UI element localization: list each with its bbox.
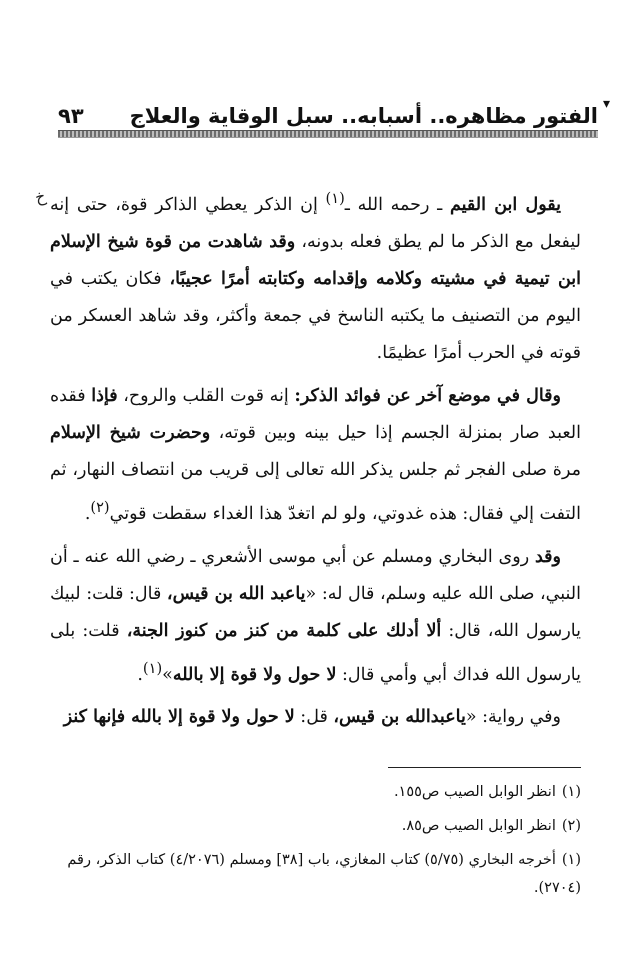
main-text bbox=[50, 180, 581, 742]
footnote-text: أخرجه البخاري (٥/٧٥) كتاب المغازي، باب [٣٨] ومسلم (٤/٢٠٧٦) كتاب الذكر، رقم (٢٧٠٤). bbox=[67, 852, 581, 896]
p2-seg3: فإذا bbox=[91, 385, 118, 406]
p1-seg2: ـ رحمه الله ـ bbox=[344, 194, 450, 215]
paragraph-2 bbox=[50, 378, 581, 533]
p4-seg4: لا حول ولا قوة إلا بالله فإنها كنز bbox=[63, 707, 295, 728]
paragraph-4 bbox=[50, 699, 581, 736]
footnote-number: (٢) bbox=[561, 818, 581, 834]
footnote-text: انظر الوابل الصيب ص٨٥. bbox=[401, 818, 556, 834]
p2-seg8: . bbox=[84, 503, 91, 524]
p1-seg5: وقد شاهدت من قوة شيخ الإسلام ابن تيمية في مشيته وكلامه وإقدامه وكتابته أمرًا عجيبًا، bbox=[50, 231, 581, 289]
footnote-ref-1: (١) bbox=[325, 190, 345, 207]
paragraph-3 bbox=[50, 539, 581, 694]
page-header bbox=[58, 96, 598, 128]
running-title: الفتور مظاهره.. أسبابه.. سبل الوقاية والعلاج bbox=[129, 104, 598, 128]
p4-seg2: ياعبدالله بن قيس، bbox=[333, 707, 466, 728]
p3-seg4: قال: قلت: لبيك يارسول الله، قال: bbox=[50, 583, 581, 641]
p1-seg1: يقول ابن القيم bbox=[450, 194, 561, 215]
p2-seg6: مرة صلى الفجر ثم جلس يذكر الله تعالى إلى قريب من انتصاف النهار، ثم التفت إلي فقال: هذه غدوتي، ولو لم اتغدّ هذا الغداء سقطت قوتي bbox=[50, 459, 581, 524]
p4-seg3: قل: bbox=[294, 707, 334, 728]
footnote-ref-3: (١) bbox=[142, 659, 163, 677]
p1-seg6: فكان يكتب في اليوم من التصنيف ما يكتبه الناسخ في جمعة وأكثر، وقد شاهد العسكر من قوته في الحرب أمرًا عظيمًا. bbox=[50, 268, 581, 363]
p3-seg3: ياعبد الله بن قيس، bbox=[166, 583, 306, 604]
page-number: ٩٣ bbox=[58, 104, 84, 128]
p2-seg5: وحضرت شيخ الإسلام bbox=[50, 422, 211, 443]
p3-seg6: قلت: بلى يارسول الله فداك أبي وأمي قال: bbox=[50, 620, 581, 685]
p2-seg4: فقده العبد صار بمنزلة الجسم إذا حيل بينه وبين قوته، bbox=[50, 385, 581, 443]
p4-seg1: وفي رواية: « bbox=[465, 707, 561, 728]
p2-seg1: وقال في موضع آخر عن فوائد الذكر: bbox=[294, 385, 561, 406]
p3-seg5: ألا أدلك على كلمة من كنز من كنوز الجنة، bbox=[126, 620, 442, 641]
paragraph-1 bbox=[50, 180, 581, 372]
footnotes bbox=[50, 778, 581, 908]
p1-seg4: إن الذكر يعطي الذاكر قوة، حتى إنه ليفعل مع الذكر ما لم يطق فعله بدونه، bbox=[50, 194, 581, 252]
footnote-item bbox=[50, 812, 581, 840]
p3-seg10: . bbox=[137, 664, 143, 685]
footnote-number: (١) bbox=[561, 784, 581, 800]
p3-seg2: روى البخاري ومسلم عن أبي موسى الأشعري ـ رضي الله عنه ـ أن النبي، صلى الله عليه وسلم، قال له: « bbox=[50, 546, 581, 604]
footnote-item bbox=[50, 846, 581, 902]
p3-seg1: وقد bbox=[534, 546, 561, 567]
p3-seg8: » bbox=[162, 664, 173, 685]
footnote-ref-2: (٢) bbox=[90, 498, 110, 516]
header-rule bbox=[58, 130, 598, 138]
corner-mark-icon: ▾ bbox=[602, 96, 610, 112]
footnote-text: انظر الوابل الصيب ص١٥٥. bbox=[393, 784, 556, 800]
footnote-separator bbox=[388, 767, 581, 768]
margin-handwritten-note: خ bbox=[32, 186, 48, 207]
footnote-number: (١) bbox=[561, 852, 581, 868]
p2-seg2: إنه قوت القلب والروح، bbox=[117, 385, 295, 406]
p3-seg7: لا حول ولا قوة إلا بالله bbox=[172, 664, 337, 685]
footnote-item bbox=[50, 778, 581, 806]
